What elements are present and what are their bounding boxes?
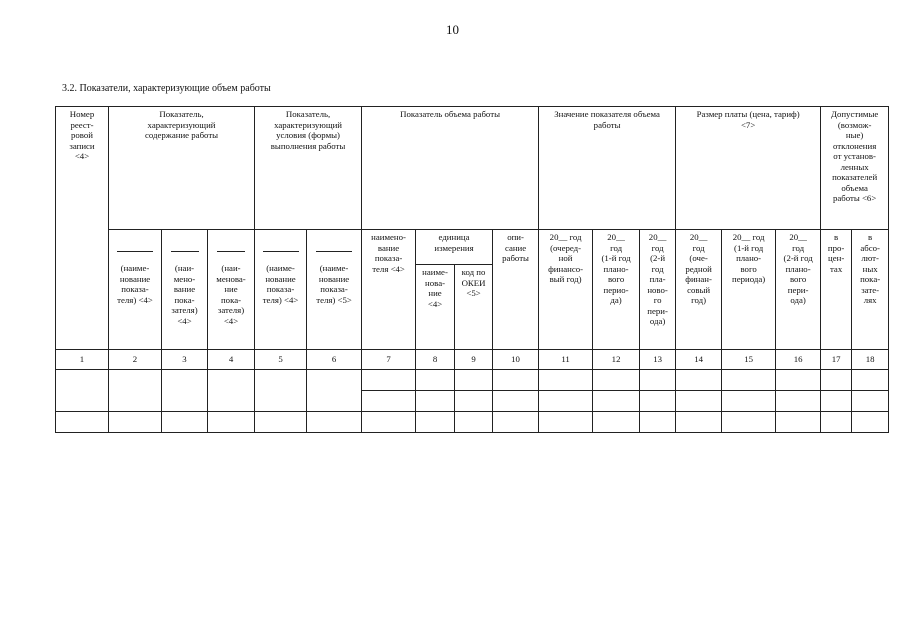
subheader-col-3 xyxy=(162,230,208,350)
subheader-col-6-text: (наиме- нование показа- теля) <5> xyxy=(316,263,352,305)
subheader-col-16: 20__ год (2-й год плано- вого пери- ода) xyxy=(776,230,821,350)
subheader-col-7: наимено- вание показа- теля <4> xyxy=(362,230,416,350)
column-number: 16 xyxy=(776,350,821,370)
table-cell xyxy=(362,370,416,391)
table-cell xyxy=(593,391,640,412)
subheader-col-9: код по ОКЕИ <5> xyxy=(455,265,493,350)
table-cell xyxy=(255,412,307,433)
table-cell xyxy=(539,391,593,412)
table-cell xyxy=(208,370,255,412)
table-cell xyxy=(162,412,208,433)
table-cell xyxy=(852,370,889,391)
subheader-col-2 xyxy=(109,230,162,350)
column-number: 14 xyxy=(676,350,722,370)
table-cell xyxy=(776,412,821,433)
header-fee-size: Размер платы (цена, тариф) <7> xyxy=(676,107,821,230)
subheader-col-3-text: (наи- мено- вание пока- зателя) <4> xyxy=(171,263,198,326)
table-cell xyxy=(776,370,821,391)
column-number: 9 xyxy=(455,350,493,370)
table-cell xyxy=(56,412,109,433)
header-registry-number: Номер реест- ровой записи <4> xyxy=(56,107,109,350)
table-cell xyxy=(362,412,416,433)
column-number: 5 xyxy=(255,350,307,370)
header-volume-indicator: Показатель объема работы xyxy=(362,107,539,230)
header-allowed-deviations: Допустимые (возмож- ные) отклонения от установ- ленных показателей объема работы <6> xyxy=(821,107,889,230)
column-number: 17 xyxy=(821,350,852,370)
table-cell xyxy=(593,412,640,433)
column-number: 6 xyxy=(307,350,362,370)
table-cell xyxy=(640,412,676,433)
column-number: 11 xyxy=(539,350,593,370)
subheader-col-2-text: (наиме- нование показа- теля) <4> xyxy=(117,263,153,305)
table-cell xyxy=(852,412,889,433)
section-title: 3.2. Показатели, характеризующие объем работы xyxy=(62,83,271,94)
column-number: 18 xyxy=(852,350,889,370)
table-cell xyxy=(416,391,455,412)
column-number: 3 xyxy=(162,350,208,370)
table-cell xyxy=(722,412,776,433)
table-row xyxy=(56,370,889,391)
subheader-col-15: 20__ год (1-й год плано- вого периода) xyxy=(722,230,776,350)
table-cell xyxy=(416,412,455,433)
table-cell xyxy=(722,370,776,391)
table-cell xyxy=(593,370,640,391)
table-cell xyxy=(109,370,162,412)
table-cell xyxy=(539,370,593,391)
table-cell xyxy=(455,391,493,412)
table-cell xyxy=(493,391,539,412)
column-number: 15 xyxy=(722,350,776,370)
page-number: 10 xyxy=(446,22,459,37)
subheader-col-18: в абсо- лют- ных пока- зате- лях xyxy=(852,230,889,350)
header-volume-value: Значение показателя объема работы xyxy=(539,107,676,230)
subheader-col-5 xyxy=(255,230,307,350)
volume-indicators-table xyxy=(55,106,889,433)
table-cell xyxy=(362,391,416,412)
table-cell xyxy=(493,370,539,391)
table-cell xyxy=(676,391,722,412)
table-cell xyxy=(416,370,455,391)
table-row xyxy=(56,412,889,433)
subheader-col-17: в про- цен- тах xyxy=(821,230,852,350)
table-cell xyxy=(821,370,852,391)
subheader-col-14: 20__ год (оче- редной финан- совый год) xyxy=(676,230,722,350)
table-cell xyxy=(676,370,722,391)
table-cell xyxy=(493,412,539,433)
subheader-col-13: 20__ год (2-й год пла- ново- го пери- ода) xyxy=(640,230,676,350)
header-content-indicator: Показатель, характеризующий содержание работы xyxy=(109,107,255,230)
subheader-col-4 xyxy=(208,230,255,350)
table-cell xyxy=(640,370,676,391)
blank-line xyxy=(117,251,153,252)
table-cell xyxy=(307,370,362,412)
header-conditions-indicator: Показатель, характеризующий условия (формы) выполнения работы xyxy=(255,107,362,230)
table-cell xyxy=(109,412,162,433)
column-number: 2 xyxy=(109,350,162,370)
column-number: 13 xyxy=(640,350,676,370)
subheader-col-10: опи- сание работы xyxy=(493,230,539,350)
table-cell xyxy=(821,412,852,433)
table-cell xyxy=(255,370,307,412)
table-cell xyxy=(852,391,889,412)
subheader-col-5-text: (наиме- нование показа- теля) <4> xyxy=(262,263,299,305)
table-cell xyxy=(539,412,593,433)
blank-line xyxy=(316,251,352,252)
table-cell xyxy=(676,412,722,433)
column-number: 7 xyxy=(362,350,416,370)
table-cell xyxy=(455,412,493,433)
table-cell xyxy=(162,370,208,412)
blank-line xyxy=(263,251,299,252)
blank-line xyxy=(217,251,245,252)
table-cell xyxy=(56,370,109,412)
subheader-col-12: 20__ год (1-й год плано- вого перио- да) xyxy=(593,230,640,350)
subheader-unit: единица измерения xyxy=(416,230,493,265)
table-cell xyxy=(722,391,776,412)
table-cell xyxy=(307,412,362,433)
column-number: 8 xyxy=(416,350,455,370)
table-cell xyxy=(208,412,255,433)
subheader-col-4-text: (наи- менова- ние пока- зателя) <4> xyxy=(216,263,246,326)
table-cell xyxy=(776,391,821,412)
column-number: 4 xyxy=(208,350,255,370)
column-number: 10 xyxy=(493,350,539,370)
column-number: 1 xyxy=(56,350,109,370)
blank-line xyxy=(171,251,199,252)
table-cell xyxy=(640,391,676,412)
subheader-col-6 xyxy=(307,230,362,350)
subheader-col-8: наиме- нова- ние <4> xyxy=(416,265,455,350)
table-cell xyxy=(821,391,852,412)
column-number: 12 xyxy=(593,350,640,370)
table-cell xyxy=(455,370,493,391)
subheader-col-11: 20__ год (очеред- ной финансо- вый год) xyxy=(539,230,593,350)
